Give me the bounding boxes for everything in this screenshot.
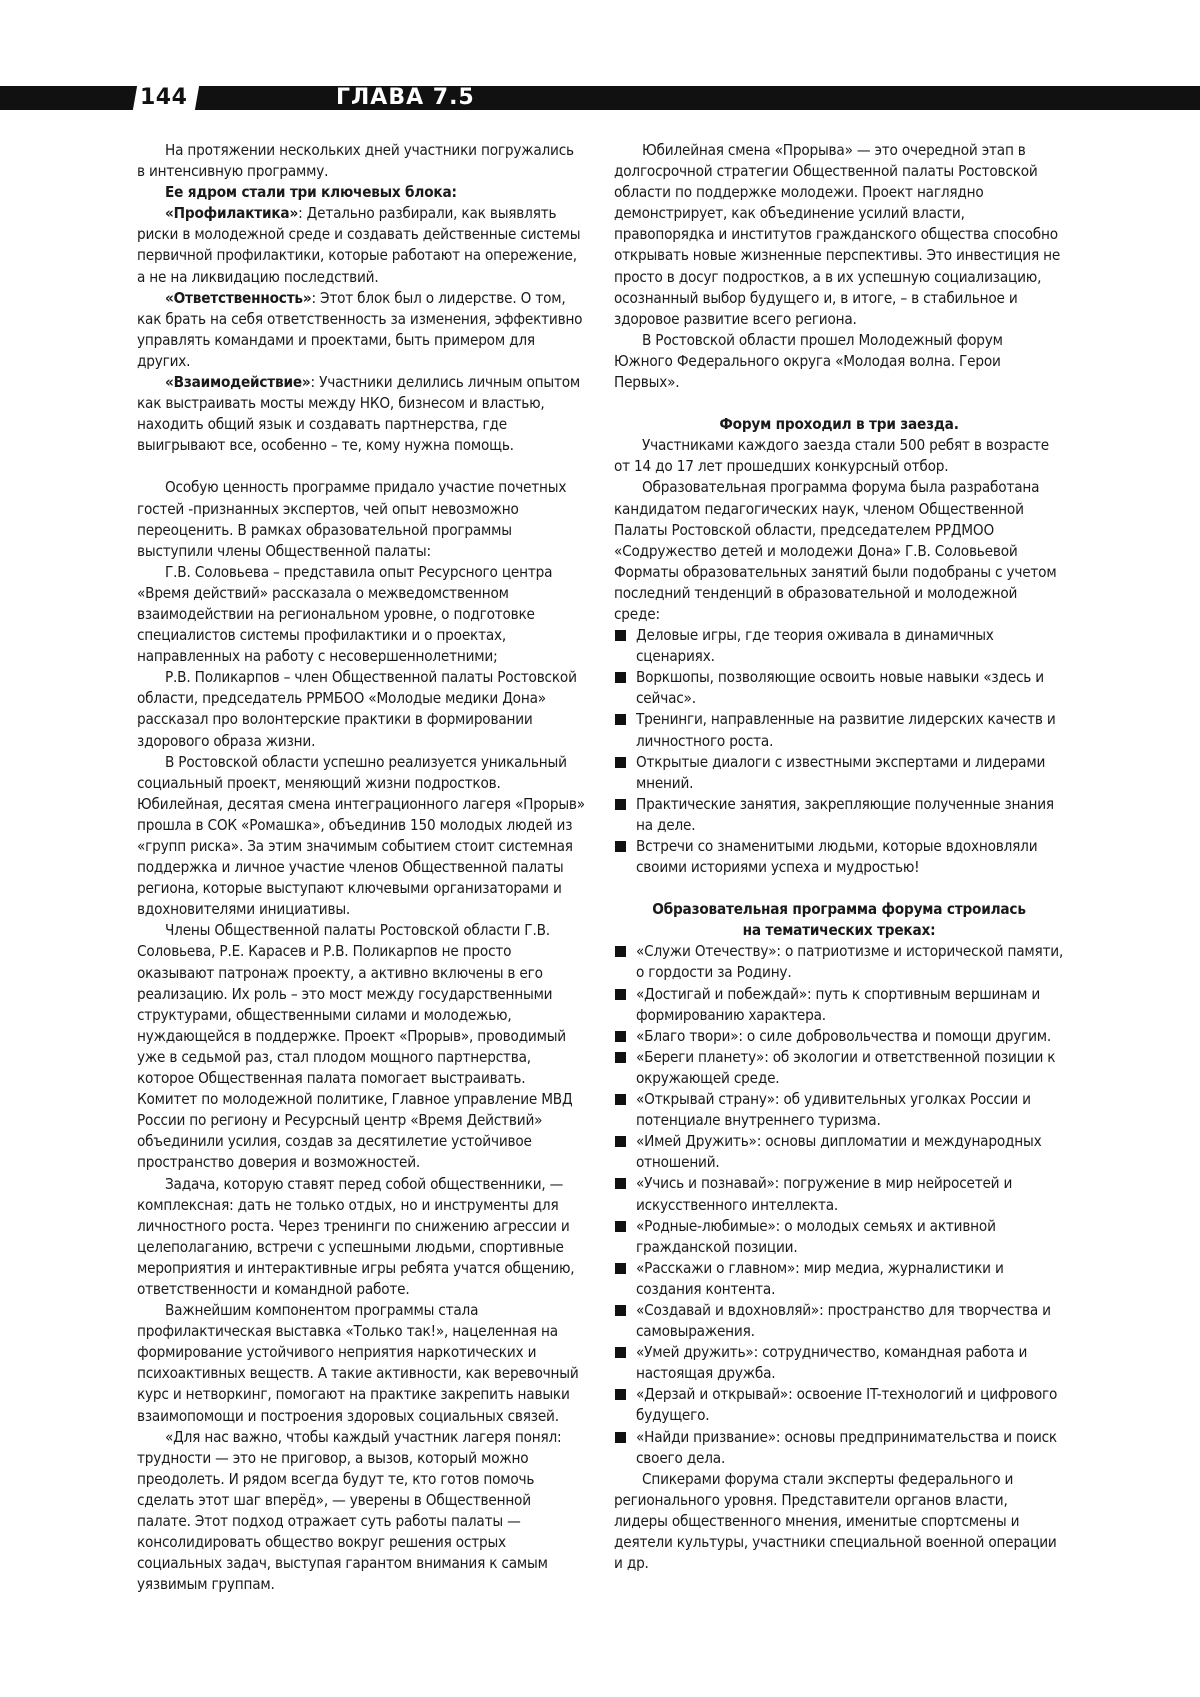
paragraph: Участниками каждого заезда стали 500 ребят в возрасте от 14 до 17 лет прошедших конкурсный отбор. <box>614 436 1049 476</box>
paragraph: Образовательная программа форума была разработана кандидатом педагогических наук, членом Общественной Палаты Ростовской области, председателем РРДМОО «Содружество детей и молодежи Дона» Г.В. Соловьевой Форматы образовательных занятий были подобраны с учетом последний тенденций в образовательной и молодежной среде: <box>614 478 1057 623</box>
paragraph: В Ростовской области прошел Молодежный форум Южного Федерального округа «Молодая волна. Герои Первых». <box>614 330 1003 392</box>
block-prophylaxis <box>137 203 585 287</box>
block-title: «Взаимодействие» <box>165 373 311 392</box>
list-item: Деловые игры, где теория оживала в динамичных сценариях. <box>614 625 1064 667</box>
list-item: «Учись и познавай»: погружение в мир нейросетей и искусственного интеллекта. <box>614 1173 1064 1215</box>
section-heading: Форум проходил в три заезда. <box>719 415 959 434</box>
paragraph: Важнейшим компонентом программы стала профилактическая выставка «Только так!», нацеленная на формирование устойчивого неприятия наркотических и психоактивных веществ. А такие активности, как веревочный курс и нетворкинг, помогают на практике закрепить навыки взаимопомощи и построения здоровых социальных связей. <box>137 1301 579 1425</box>
left-column <box>137 140 585 1595</box>
list-item: «Родные-любимые»: о молодых семьях и активной гражданской позиции. <box>614 1216 1064 1258</box>
block-interaction <box>137 372 585 456</box>
list-item: Практические занятия, закрепляющие полученные знания на деле. <box>614 794 1064 836</box>
block-title: «Профилактика» <box>165 204 299 223</box>
list-item: «Создавай и вдохновляй»: пространство для творчества и самовыражения. <box>614 1300 1064 1342</box>
paragraph: Юбилейная смена «Прорыва» — это очередной этап в долгосрочной стратегии Общественной палаты Ростовской области по поддержке молодежи. Проект наглядно демонстрирует, как объединение усилий власти, правопорядка и институтов гражданского общества способно открывать новые жизненные перспективы. Это инвестиция не просто в досуг подростков, а в их успешную социализацию, осознанный выбор будущего и, в итоге, – в стабильное и здоровое развитие всего региона. <box>614 141 1061 328</box>
spacer <box>614 878 1064 899</box>
section-heading: Образовательная программа форума строилась на тематических треках: <box>652 900 1026 940</box>
list-item: «Найди призвание»: основы предпринимательства и поиск своего дела. <box>614 1427 1064 1469</box>
blocks-heading: Ее ядром стали три ключевых блока: <box>165 183 457 202</box>
paragraph: Задача, которую ставят перед собой общественники, — комплексная: дать не только отдых, но и инструменты для личностного роста. Через тренинги по снижению агрессии и целеполаганию, встречи с успешными людьми, спортивные мероприятия и интерактивные игры ребята учатся общению, ответственности и командной работе. <box>137 1174 575 1298</box>
block-text: : Участники делились личным опытом как выстраивать мосты между НКО, бизнесом и властью, находить общий язык и создавать партнерства, где выигрывают все, особенно – те, кому нужна помощь. <box>137 373 580 455</box>
right-column <box>614 140 1064 1574</box>
list-item: «Служи Отечеству»: о патриотизме и исторической памяти, о гордости за Родину. <box>614 941 1064 983</box>
paragraph: Члены Общественной палаты Ростовской области Г.В. Соловьева, Р.Е. Карасев и Р.В. Поликарпов не просто оказывают патронаж проекту, а активно включены в его реализацию. Их роль – это мост между государственными структурами, общественными силами и молодежью, нуждающейся в поддержке. Проект «Прорыв», проводимый уже в седьмой раз, стал плодом мощного партнерства, которое Общественная палата помогает выстраивать. Комитет по молодежной политике, Главное управление МВД России по региону и Ресурсный центр «Время Действий» объединили усилия, создав за десятилетие устойчивое пространство доверия и возможностей. <box>137 921 573 1172</box>
block-text: : Этот блок был о лидерстве. О том, как брать на себя ответственность за изменения, эффективно управлять командами и проектами, быть примером для других. <box>137 288 583 370</box>
list-item: «Благо твори»: о силе добровольчества и помощи другим. <box>614 1026 1064 1047</box>
page-number: 144 <box>140 85 188 110</box>
list-item: «Умей дружить»: сотрудничество, командная работа и настоящая дружба. <box>614 1342 1064 1384</box>
paragraph: Г.В. Соловьева – представила опыт Ресурсного центра «Время действий» рассказала о межведомственном взаимодействии на региональном уровне, о подготовке специалистов системы профилактики и о проектах, направленных на работу с несовершеннолетними; <box>137 562 553 666</box>
list-item: Открытые диалоги с известными экспертами и лидерами мнений. <box>614 752 1064 794</box>
list-item: Воркшопы, позволяющие освоить новые навыки «здесь и сейчас». <box>614 667 1064 709</box>
paragraph: Спикерами форума стали эксперты федерального и регионального уровня. Представители органов власти, лидеры общественного мнения, именитые спортсмены и деятели культуры, участники специальной военной операции и др. <box>614 1469 1057 1573</box>
list-item: «Береги планету»: об экологии и ответственной позиции к окружающей среде. <box>614 1047 1064 1089</box>
list-item: «Открывай страну»: об удивительных уголках России и потенциале внутреннего туризма. <box>614 1089 1064 1131</box>
formats-list <box>614 625 1064 878</box>
paragraph: Особую ценность программе придало участие почетных гостей -признанных экспертов, чей опыт невозможно переоценить. В рамках образовательной программы выступили члены Общественной палаты: <box>137 478 567 560</box>
list-item: «Дерзай и открывай»: освоение IT-технологий и цифрового будущего. <box>614 1384 1064 1426</box>
block-title: «Ответственность» <box>165 288 312 307</box>
list-item: Встречи со знаменитыми людьми, которые вдохновляли своими историями успеха и мудростью! <box>614 836 1064 878</box>
block-responsibility <box>137 288 585 372</box>
paragraph: «Для нас важно, чтобы каждый участник лагеря понял: трудности — это не приговор, а вызов, который можно преодолеть. И рядом всегда будут те, кто готов помочь сделать этот шаг вперёд», — уверены в Общественной палате. Этот подход отражает суть работы палаты — консолидировать общество вокруг решения острых социальных задач, выступая гарантом внимания к самым уязвимым группам. <box>137 1427 562 1594</box>
spacer <box>614 393 1064 414</box>
list-item: Тренинги, направленные на развитие лидерских качеств и личностного роста. <box>614 709 1064 751</box>
block-text: : Детально разбирали, как выявлять риски в молодежной среде и создавать действенные системы первичной профилактики, которые работают на опережение, а не на ликвидацию последствий. <box>137 204 581 286</box>
paragraph: На протяжении нескольких дней участники погружались в интенсивную программу. <box>137 141 574 181</box>
list-item: «Достигай и побеждай»: путь к спортивным вершинам и формированию характера. <box>614 984 1064 1026</box>
list-item: «Расскажи о главном»: мир медиа, журналистики и создания контента. <box>614 1258 1064 1300</box>
paragraph: В Ростовской области успешно реализуется уникальный социальный проект, меняющий жизни подростков. Юбилейная, десятая смена интеграционного лагеря «Прорыв» прошла в СОК «Ромашка», объединив 150 молодых людей из «групп риска». За этим значимым событием стоит системная поддержка и личное участие членов Общественной палаты региона, которые выступают ключевыми организаторами и вдохновителями инициативы. <box>137 752 585 919</box>
spacer <box>137 456 585 477</box>
page-header <box>0 86 1200 112</box>
list-item: «Имей Дружить»: основы дипломатии и международных отношений. <box>614 1131 1064 1173</box>
paragraph: Р.В. Поликарпов – член Общественной палаты Ростовской области, председатель РРМБОО «Молодые медики Дона» рассказал про волонтерские практики в формировании здорового образа жизни. <box>137 668 577 750</box>
tracks-list <box>614 941 1064 1468</box>
chapter-title: ГЛАВА 7.5 <box>336 85 475 110</box>
